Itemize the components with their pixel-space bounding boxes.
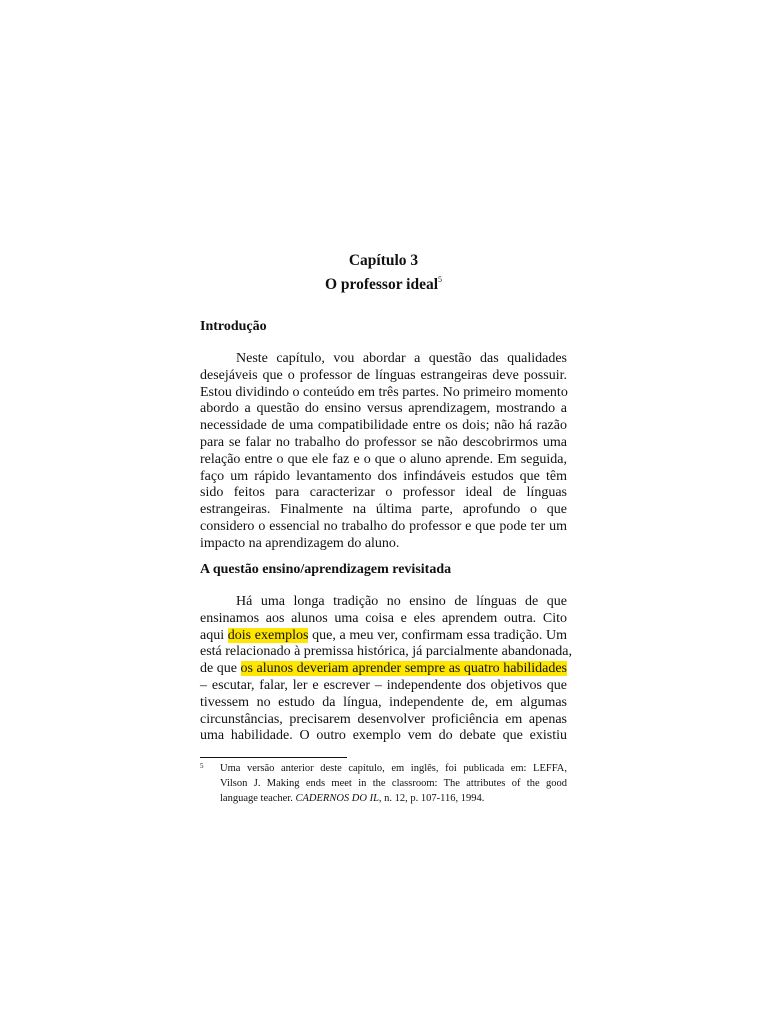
highlight-dois-exemplos[interactable]: dois exemplos	[227, 627, 309, 643]
highlight-quatro-habilidades[interactable]: os alunos deveriam aprender sempre as quatro habilidades	[240, 661, 567, 677]
text-line: considero o essencial no trabalho do professor e que pode ter um	[200, 518, 567, 534]
footnote-line: Uma versão anterior deste capítulo, em inglês, foi publicada em: LEFFA,	[220, 763, 567, 774]
text-line	[200, 628, 567, 645]
footnote-divider	[200, 757, 347, 758]
text-line: – escutar, falar, ler e escrever – independente dos objetivos que	[200, 677, 567, 693]
text-fragment: aqui	[200, 627, 228, 643]
text-line: impacto na aprendizagem do aluno.	[200, 535, 400, 551]
text-line	[200, 661, 567, 678]
text-line: Neste capítulo, vou abordar a questão das qualidades	[236, 351, 567, 366]
journal-title: CADERNOS DO IL	[295, 793, 379, 804]
text-line: ensinamos aos alunos uma coisa e eles aprendem outra. Cito	[200, 610, 567, 626]
text-fragment: que, a meu ver, confirmam essa tradição. Um	[308, 627, 567, 643]
chapter-title	[200, 270, 567, 295]
paragraph-ensino-aprendizagem	[200, 594, 572, 745]
text-line: uma habilidade. O outro exemplo vem do debate que existiu	[200, 728, 567, 744]
text-line: tivessem no estudo da língua, independente de, em algumas	[200, 694, 567, 710]
footnote-line: Vilson J. Making ends meet in the classroom: The attributes of the good	[220, 778, 567, 789]
footnote-number: 5	[200, 762, 204, 770]
chapter-label: Capítulo 3	[348, 252, 419, 269]
text-fragment: de que	[200, 661, 241, 677]
text-line: necessidade de uma compatibilidade entre os dois; não há razão	[200, 418, 567, 434]
text-line: está relacionado à premissa histórica, já parcialmente abandonada,	[200, 644, 572, 660]
footnote-line	[220, 791, 567, 806]
text-line: Há uma longa tradição no ensino de línguas de que	[236, 594, 567, 609]
text-line: abordo a questão do ensino versus aprendizagem, mostrando a	[200, 401, 567, 417]
footnote-reference: 5	[438, 275, 443, 284]
text-fragment: language teacher.	[220, 793, 296, 804]
paragraph-introduction	[200, 351, 567, 553]
text-line: Estou dividindo o conteúdo em três partes. No primeiro momento	[200, 384, 568, 400]
text-line: relação entre o que ele faz e o que o aluno aprende. Em seguida,	[200, 451, 567, 467]
text-line: estrangeiras. Finalmente na última parte, aprofundo o que	[200, 502, 567, 518]
text-line: para se falar no trabalho do professor se não descobrirmos uma	[200, 434, 567, 450]
section-heading-introducao: Introdução	[200, 319, 267, 334]
chapter-title-text: O professor ideal	[324, 276, 439, 293]
text-line: sido feitos para caracterizar o professor ideal de línguas	[200, 485, 567, 501]
section-heading-ensino-aprendizagem: A questão ensino/aprendizagem revisitada	[200, 562, 452, 577]
text-line: desejáveis que o professor de línguas estrangeiras deve possuir.	[200, 367, 567, 383]
footnote-text	[220, 761, 567, 806]
text-line: circunstâncias, precisarem desenvolver proficiência em apenas	[200, 711, 567, 727]
text-line: faço um rápido levantamento dos infindáveis estudos que têm	[200, 468, 567, 484]
text-fragment: , n. 12, p. 107-116, 1994.	[378, 793, 485, 804]
